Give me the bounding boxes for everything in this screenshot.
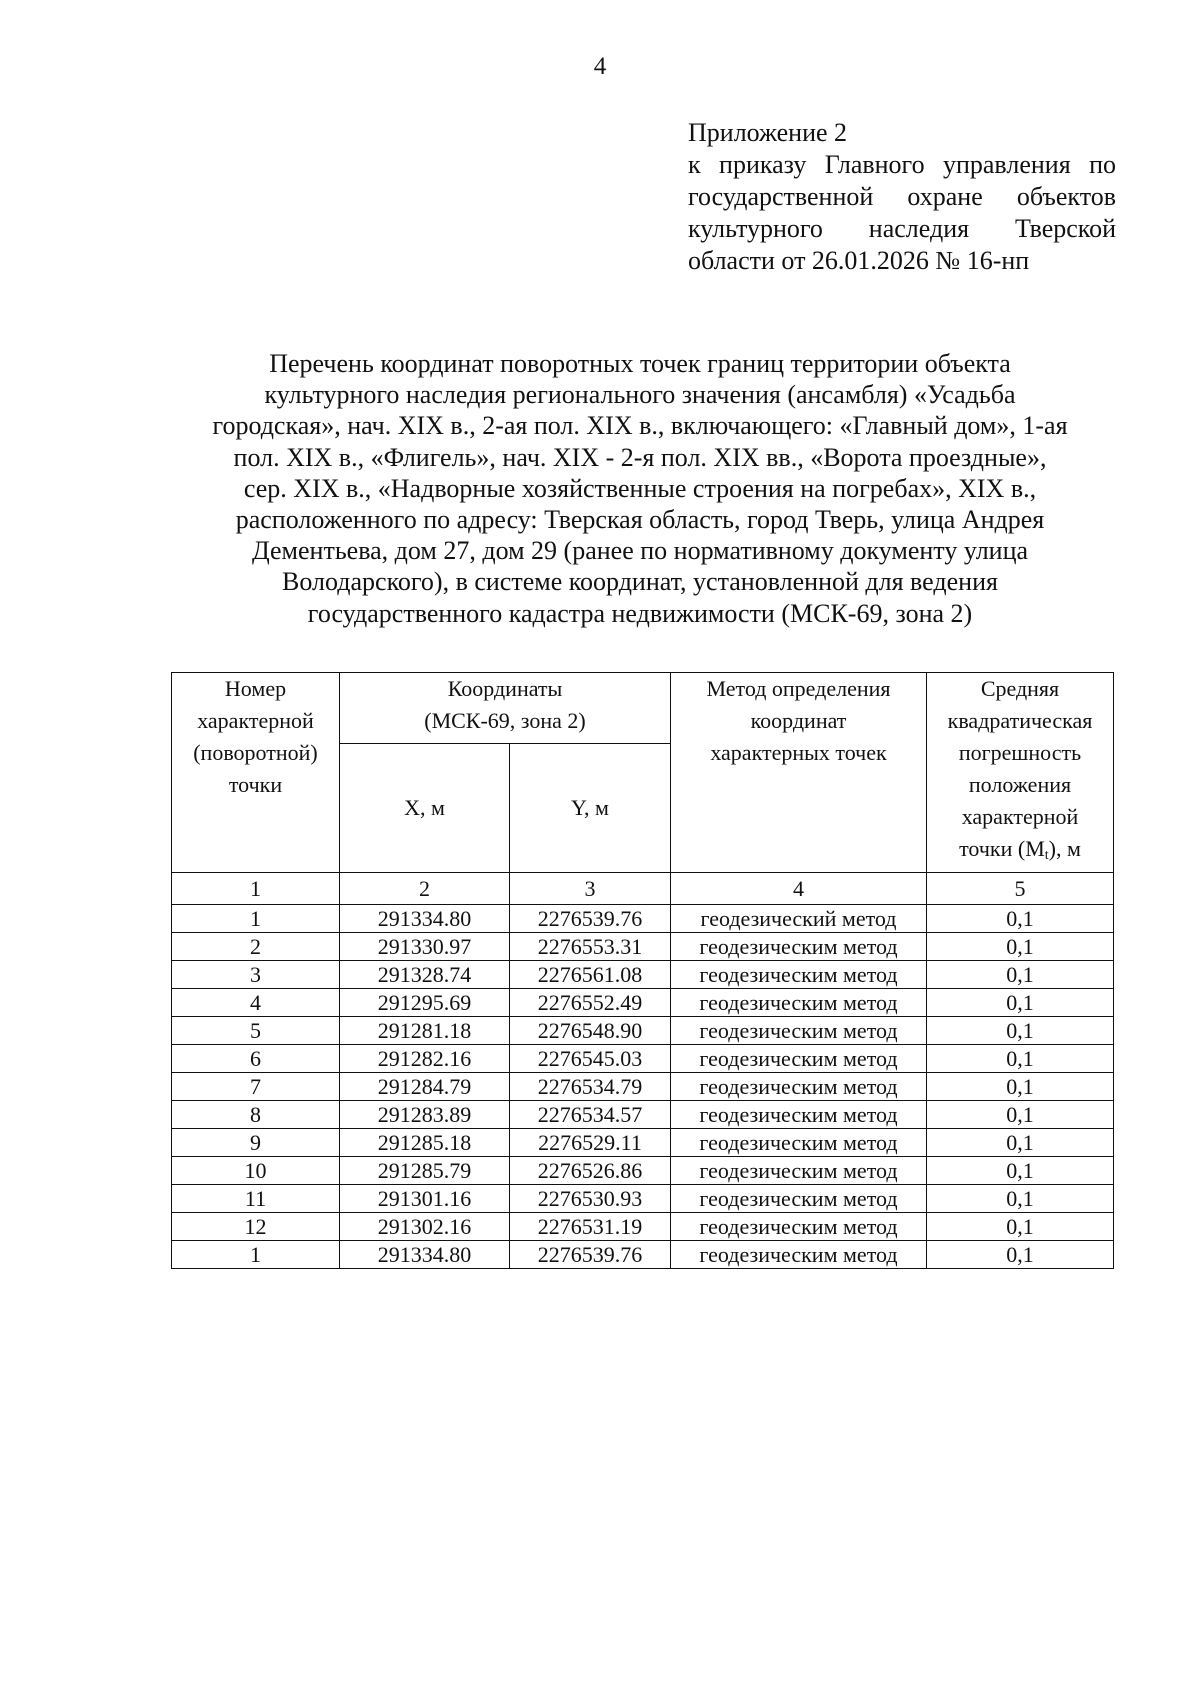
cell-point-number: 9 [172,1129,340,1157]
column-number: 5 [927,873,1114,905]
cell-x: 291281.18 [340,1017,510,1045]
table-row [172,933,1114,961]
cell-point-number: 10 [172,1157,340,1185]
cell-x: 291295.69 [340,989,510,1017]
column-number: 4 [671,873,927,905]
appendix-line: области от 26.01.2026 № 16-нп [688,246,1030,275]
cell-y: 2276534.57 [510,1101,671,1129]
table-row [172,1185,1114,1213]
cell-error: 0,1 [927,1241,1114,1269]
table-row [172,1241,1114,1269]
table-header-row [172,673,1114,744]
table-row [172,961,1114,989]
cell-method: геодезическим метод [671,1101,927,1129]
cell-x: 291334.80 [340,905,510,933]
table-body [172,905,1114,1269]
table-row [172,1129,1114,1157]
header-y: Y, м [510,744,671,873]
cell-point-number: 4 [172,989,340,1017]
table-row [172,1213,1114,1241]
table-row [172,1073,1114,1101]
header-coordinates: Координаты (МСК-69, зона 2) [340,673,671,744]
cell-y: 2276545.03 [510,1045,671,1073]
appendix-line: Приложение 2 [688,118,848,147]
column-number: 2 [340,873,510,905]
cell-y: 2276530.93 [510,1185,671,1213]
cell-x: 291285.18 [340,1129,510,1157]
cell-method: геодезическим метод [671,1185,927,1213]
cell-error: 0,1 [927,905,1114,933]
cell-method: геодезическим метод [671,1045,927,1073]
title-line: Перечень координат поворотных точек границ территории объекта [269,349,1011,378]
appendix-block [688,117,1116,277]
cell-y: 2276539.76 [510,905,671,933]
cell-x: 291284.79 [340,1073,510,1101]
cell-point-number: 6 [172,1045,340,1073]
cell-x: 291283.89 [340,1101,510,1129]
document-title [160,348,1120,629]
table-row [172,1017,1114,1045]
cell-y: 2276529.11 [510,1129,671,1157]
cell-error: 0,1 [927,933,1114,961]
cell-error: 0,1 [927,1129,1114,1157]
cell-y: 2276534.79 [510,1073,671,1101]
title-line: государственного кадастра недвижимости (МСК-69, зона 2) [307,598,973,628]
cell-y: 2276531.19 [510,1213,671,1241]
cell-error: 0,1 [927,989,1114,1017]
cell-point-number: 8 [172,1101,340,1129]
cell-method: геодезическим метод [671,989,927,1017]
cell-point-number: 1 [172,1241,340,1269]
appendix-line: государственной охране объектов [688,182,1116,211]
title-line: Володарского), в системе координат, установленной для ведения [282,567,998,597]
cell-y: 2276539.76 [510,1241,671,1269]
column-number: 1 [172,873,340,905]
appendix-line: к приказу Главного управления по [688,150,1116,179]
header-x: X, м [340,744,510,873]
page-number: 4 [593,53,607,80]
cell-method: геодезическим метод [671,1213,927,1241]
cell-y: 2276553.31 [510,933,671,961]
coordinates-table [171,672,1114,1269]
cell-y: 2276552.49 [510,989,671,1017]
cell-point-number: 1 [172,905,340,933]
cell-error: 0,1 [927,1017,1114,1045]
cell-x: 291334.80 [340,1241,510,1269]
title-line: городская», нач. XIX в., 2-ая пол. XIX в., включающего: «Главный дом», 1-ая [212,411,1068,441]
cell-point-number: 7 [172,1073,340,1101]
header-mean-error: Средняя квадратическая погрешность положения характерной точки (Mt), м [927,673,1114,873]
cell-point-number: 2 [172,933,340,961]
cell-point-number: 12 [172,1213,340,1241]
title-line: культурного наследия регионального значения (ансамбля) «Усадьба [264,380,1016,410]
table-row [172,1045,1114,1073]
cell-method: геодезический метод [671,905,927,933]
cell-error: 0,1 [927,961,1114,989]
table-row [172,1101,1114,1129]
cell-error: 0,1 [927,1157,1114,1185]
cell-method: геодезическим метод [671,1241,927,1269]
cell-method: геодезическим метод [671,1017,927,1045]
cell-error: 0,1 [927,1185,1114,1213]
cell-y: 2276526.86 [510,1157,671,1185]
table-row [172,989,1114,1017]
title-line: сер. XIX в., «Надворные хозяйственные строения на погребах», XIX в., [243,473,1037,503]
appendix-line: культурного наследия Тверской [688,214,1116,243]
cell-y: 2276561.08 [510,961,671,989]
cell-method: геодезическим метод [671,933,927,961]
cell-error: 0,1 [927,1073,1114,1101]
cell-x: 291301.16 [340,1185,510,1213]
cell-point-number: 11 [172,1185,340,1213]
cell-y: 2276548.90 [510,1017,671,1045]
cell-method: геодезическим метод [671,1129,927,1157]
cell-method: геодезическим метод [671,1157,927,1185]
cell-point-number: 5 [172,1017,340,1045]
title-line: расположенного по адресу: Тверская область, город Тверь, улица Андрея [235,505,1045,535]
cell-method: геодезическим метод [671,1073,927,1101]
table-row [172,905,1114,933]
cell-x: 291302.16 [340,1213,510,1241]
cell-x: 291330.97 [340,933,510,961]
header-method: Метод определения координат характерных точек [671,673,927,873]
title-line: пол. XIX в., «Флигель», нач. XIX - 2-я пол. XIX вв., «Ворота проездные», [233,442,1047,472]
cell-error: 0,1 [927,1213,1114,1241]
table-row [172,1157,1114,1185]
title-line: Дементьева, дом 27, дом 29 (ранее по нормативному документу улица [251,536,1029,566]
cell-x: 291282.16 [340,1045,510,1073]
cell-point-number: 3 [172,961,340,989]
header-point-number: Номер характерной (поворотной) точки [172,673,340,873]
column-numbers-row [172,873,1114,905]
cell-x: 291328.74 [340,961,510,989]
cell-method: геодезическим метод [671,961,927,989]
cell-error: 0,1 [927,1101,1114,1129]
column-number: 3 [510,873,671,905]
cell-error: 0,1 [927,1045,1114,1073]
cell-x: 291285.79 [340,1157,510,1185]
